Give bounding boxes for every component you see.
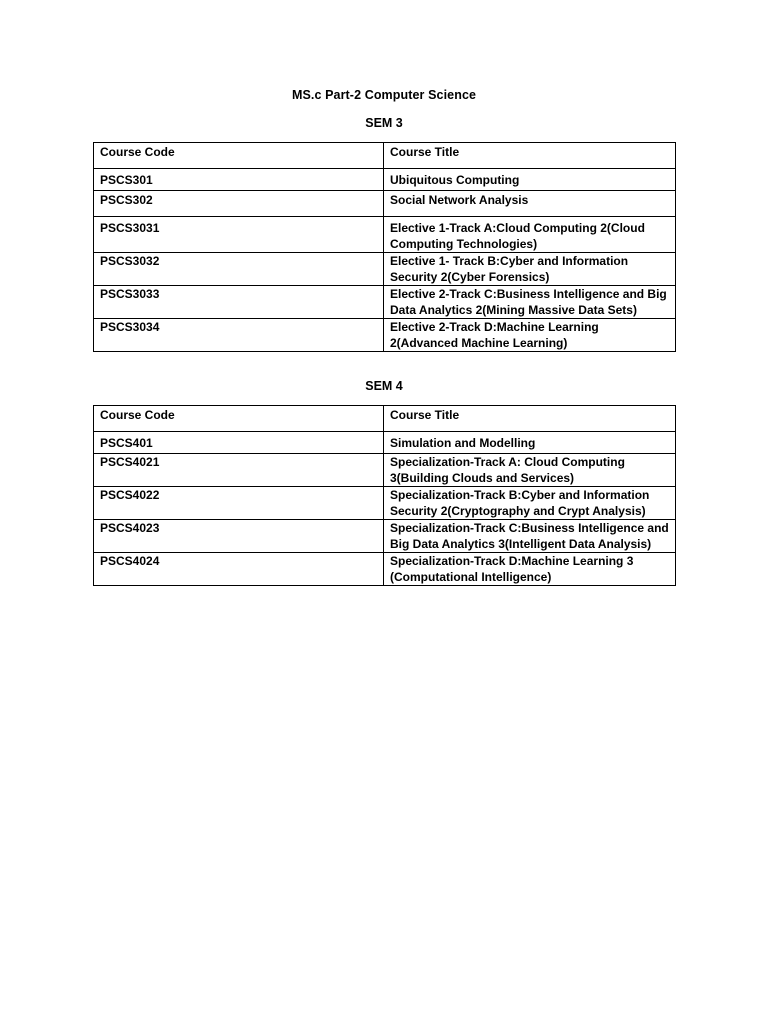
table-row <box>94 319 676 352</box>
course-title-cell: Elective 2-Track C:Business Intelligence and Big Data Analytics 2(Mining Massive Data Sets) <box>384 286 676 319</box>
sem3-heading: SEM 3 <box>365 116 403 130</box>
course-title-cell: Specialization-Track D:Machine Learning 3 (Computational Intelligence) <box>384 553 676 586</box>
sem3-course-table <box>93 142 676 352</box>
table-row <box>94 487 676 520</box>
course-title-cell: Elective 2-Track D:Machine Learning 2(Advanced Machine Learning) <box>384 319 676 352</box>
course-code-header: Course Code <box>94 406 384 432</box>
table-row <box>94 454 676 487</box>
course-code-header: Course Code <box>94 143 384 169</box>
course-code-cell: PSCS4022 <box>94 487 384 520</box>
course-title-cell: Elective 1-Track A:Cloud Computing 2(Cloud Computing Technologies) <box>384 217 676 253</box>
course-code-cell: PSCS3034 <box>94 319 384 352</box>
table-row <box>94 169 676 191</box>
course-code-cell: PSCS3032 <box>94 253 384 286</box>
table-row <box>94 217 676 253</box>
table-row <box>94 432 676 454</box>
course-title-header: Course Title <box>384 406 676 432</box>
course-title-cell: Social Network Analysis <box>384 191 676 217</box>
course-title-cell: Ubiquitous Computing <box>384 169 676 191</box>
page-title: MS.c Part-2 Computer Science <box>291 88 477 102</box>
course-code-cell: PSCS4021 <box>94 454 384 487</box>
table-row <box>94 191 676 217</box>
table-row <box>94 286 676 319</box>
course-code-cell: PSCS4024 <box>94 553 384 586</box>
course-code-cell: PSCS301 <box>94 169 384 191</box>
table-row <box>94 520 676 553</box>
table-row <box>94 253 676 286</box>
course-code-cell: PSCS3031 <box>94 217 384 253</box>
course-title-cell: Specialization-Track B:Cyber and Information Security 2(Cryptography and Crypt Analysis) <box>384 487 676 520</box>
course-code-cell: PSCS401 <box>94 432 384 454</box>
table-header-row <box>94 406 676 432</box>
table-header-row <box>94 143 676 169</box>
course-title-cell: Specialization-Track A: Cloud Computing 3(Building Clouds and Services) <box>384 454 676 487</box>
course-code-cell: PSCS4023 <box>94 520 384 553</box>
course-title-cell: Elective 1- Track B:Cyber and Information Security 2(Cyber Forensics) <box>384 253 676 286</box>
course-title-cell: Specialization-Track C:Business Intelligence and Big Data Analytics 3(Intelligent Data Analysis) <box>384 520 676 553</box>
course-title-header: Course Title <box>384 143 676 169</box>
sem4-course-table <box>93 405 676 586</box>
course-code-cell: PSCS302 <box>94 191 384 217</box>
table-row <box>94 553 676 586</box>
sem4-heading: SEM 4 <box>365 379 403 393</box>
course-title-cell: Simulation and Modelling <box>384 432 676 454</box>
course-code-cell: PSCS3033 <box>94 286 384 319</box>
